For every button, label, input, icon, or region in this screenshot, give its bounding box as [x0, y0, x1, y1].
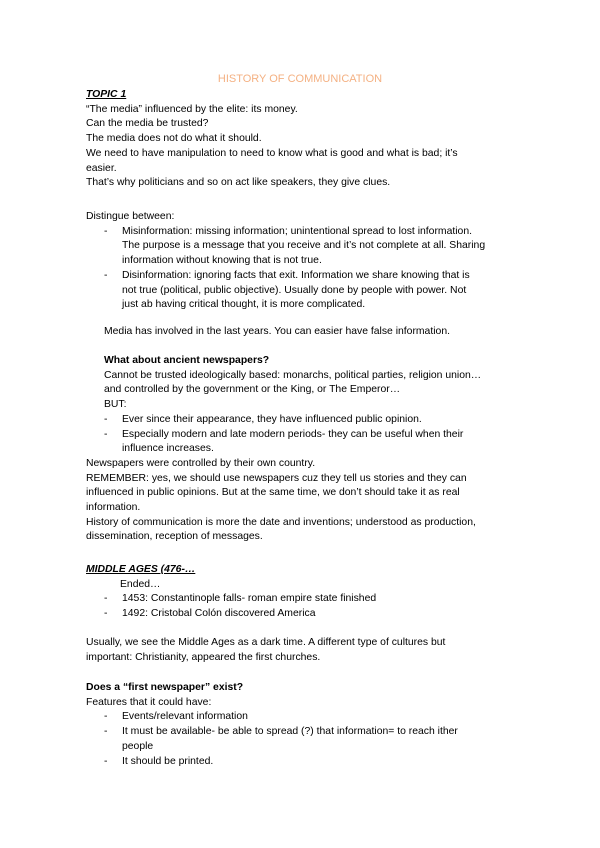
text-line: It must be available- be able to spread (?) that information= to reach ither: [122, 726, 458, 738]
bullet-dash: -: [104, 269, 108, 281]
media-note: [86, 325, 534, 340]
text-line: Misinformation: missing information; unintentional spread to lost information.: [122, 225, 472, 237]
text-line: information without knowing that is not true.: [122, 255, 322, 267]
text-line: REMEMBER: yes, we should use newspapers cuz they tell us stories and they can: [86, 472, 467, 484]
text-line: “The media” influenced by the elite: its money.: [86, 103, 298, 115]
bullet-dash: -: [104, 755, 108, 767]
bullet-dash: -: [104, 225, 108, 237]
bullet-dash: -: [104, 608, 108, 620]
list-item: [86, 592, 516, 607]
bullet-dash: -: [104, 711, 108, 723]
text-line: Ended…: [120, 578, 161, 590]
text-line: Media has involved in the last years. You can easier have false information.: [104, 326, 450, 337]
text-line: just ab having critical thought, it is more complicated.: [122, 299, 366, 311]
list-item: [86, 710, 516, 725]
text-line: information.: [86, 502, 141, 514]
text-line: Features that it could have:: [86, 696, 212, 708]
bullet-dash: -: [104, 593, 108, 605]
text-line: Ever since their appearance, they have influenced public opinion.: [122, 413, 422, 425]
list-item: [86, 428, 516, 457]
text-line: Disinformation: ignoring facts that exit. Information we share knowing that is: [122, 269, 470, 281]
text-line: The purpose is a message that you receive and it’s not complete at all. Sharing: [122, 240, 486, 252]
list-item: [86, 413, 516, 428]
text-line: influenced in public opinions. But at the same time, we don’t should take it as real: [86, 487, 460, 499]
text-line: That’s why politicians and so on act like speakers, they give clues.: [86, 177, 391, 189]
text-line: 1492: Cristobal Colón discovered America: [122, 608, 316, 620]
document-title: HISTORY OF COMMUNICATION: [217, 73, 383, 85]
text-line: people: [122, 740, 154, 752]
topic1-heading: TOPIC 1: [86, 89, 127, 100]
text-line: and controlled by the government or the King, or The Emperor…: [104, 384, 401, 396]
bullet-dash: -: [104, 726, 108, 738]
text-line: Usually, we see the Middle Ages as a dark time. A different type of cultures but: [86, 637, 446, 648]
list-item: [86, 607, 516, 622]
text-line: 1453: Constantinople falls- roman empire state finished: [122, 593, 377, 605]
text-line: It should be printed.: [122, 755, 214, 767]
ancient-heading: What about ancient newspapers?: [104, 355, 270, 366]
text-line: Cannot be trusted ideologically based: monarchs, political parties, religion union…: [104, 369, 482, 381]
middle-ages-paragraph: [86, 636, 516, 665]
text-line: Especially modern and late modern periods- they can be useful when their: [122, 428, 464, 440]
bullet-dash: -: [104, 428, 108, 440]
list-item: [86, 269, 516, 313]
text-line: important: Christianity, appeared the first churches.: [86, 651, 321, 663]
text-line: not true (political, public objective). Usually done by people with power. Not: [122, 284, 467, 296]
list-item: [86, 755, 516, 770]
text-line: The media does not do what it should.: [86, 133, 262, 145]
list-item: [86, 725, 516, 754]
text-line: Events/relevant information: [122, 711, 248, 723]
list-item: [86, 225, 516, 269]
text-line: History of communication is more the date and inventions; understood as production,: [86, 516, 476, 528]
topic1-section: [86, 88, 516, 191]
text-line: We need to have manipulation to need to know what is good and what is bad; it’s: [86, 147, 458, 159]
distinguish-intro: Distingue between:: [86, 211, 175, 222]
text-line: influence increases.: [122, 443, 214, 455]
distinguish-section: [86, 210, 516, 313]
middle-ages-heading: MIDDLE AGES (476-…: [86, 564, 196, 575]
text-line: Can the media be trusted?: [86, 118, 209, 130]
first-newspaper-heading: Does a “first newspaper” exist?: [86, 682, 244, 693]
middle-ages-section: [86, 563, 516, 622]
text-line: Newspapers were controlled by their own country.: [86, 457, 316, 469]
text-line: BUT:: [104, 399, 127, 411]
ancient-section: [86, 354, 516, 545]
bullet-dash: -: [104, 413, 108, 425]
first-newspaper-section: [86, 681, 516, 769]
text-line: dissemination, reception of messages.: [86, 531, 263, 543]
text-line: easier.: [86, 162, 117, 174]
